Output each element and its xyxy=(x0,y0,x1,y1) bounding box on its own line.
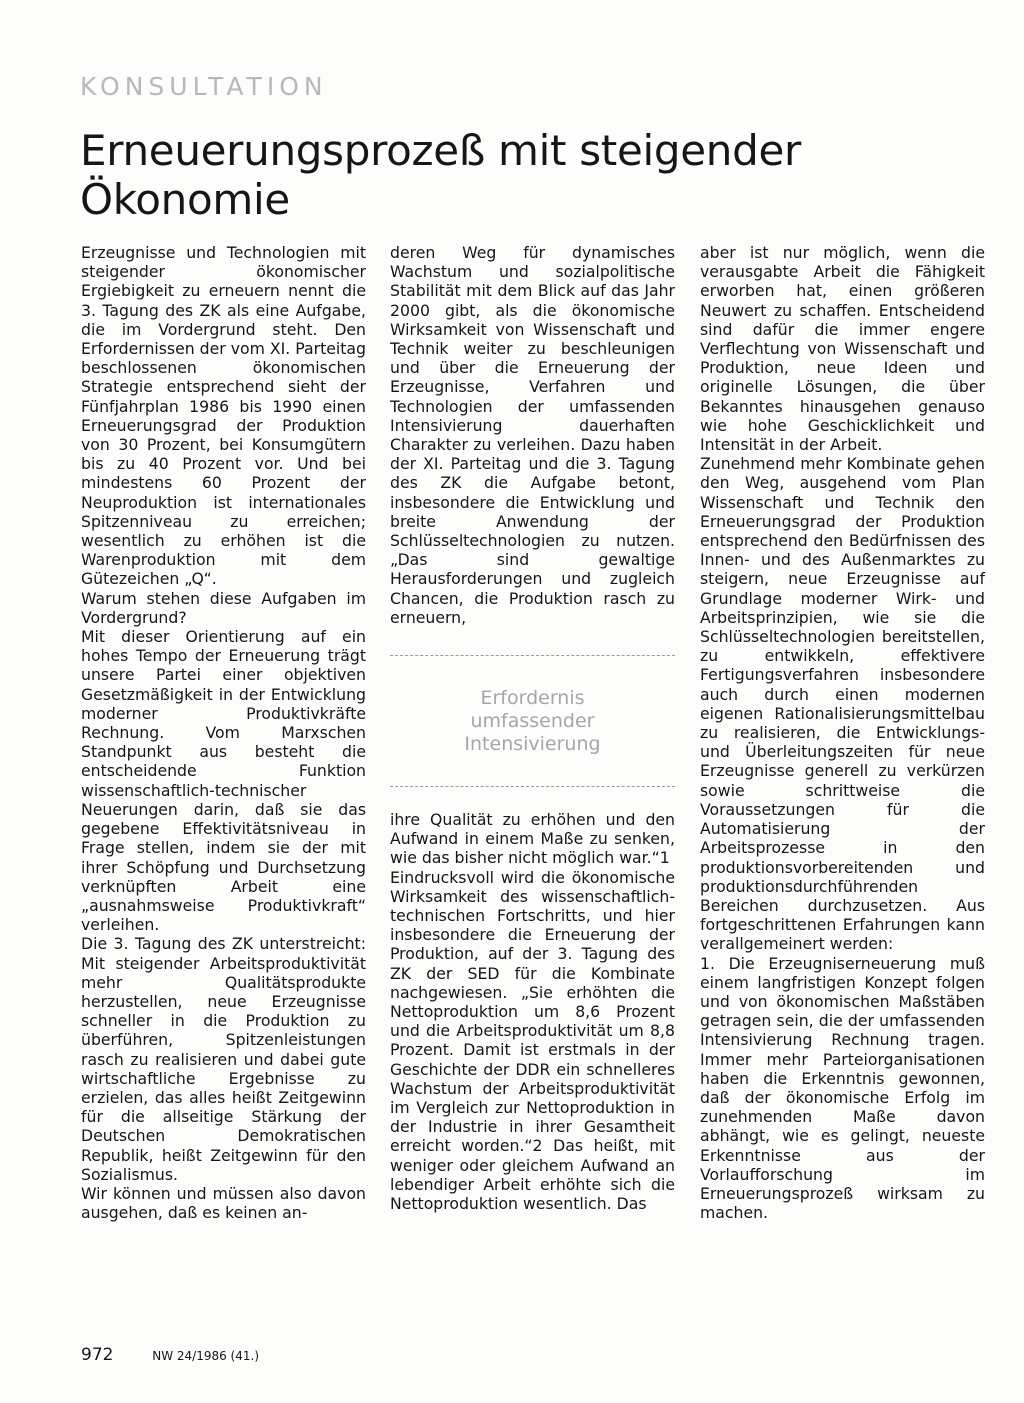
column-2-top-text: deren Weg für dynamisches Wachstum und sozialpolitische Stabilität mit dem Blick auf das Jahr 2000 gibt, als die ökonomische Wirksamkeit von Wissenschaft und Technik weiter zu beschleunigen und über die Erneuerung der Erzeugnisse, Verfahren und Technologien der umfassenden Intensivierung dauerhaften Charakter zu verleihen. Dazu haben der XI. Parteitag und die 3. Tagung des ZK die Aufgabe betont, insbesondere die Entwicklung und breite Anwendung der Schlüsseltechnologien zu nutzen. „Das sind gewaltige Herausforderungen und zugleich Chancen, die Produktion rasch zu erneuern, xyxy=(390,243,675,627)
issue-reference: NW 24/1986 (41.) xyxy=(152,1349,260,1363)
article-column-3 xyxy=(700,243,985,1222)
article-column-1 xyxy=(81,243,366,1222)
column-3-text: aber ist nur möglich, wenn die verausgabte Arbeit die Fähigkeit erworben hat, einen größeren Neuwert zu schaffen. Entscheidend sind dafür die immer engere Verflechtung von Wissenschaft und Produktion, neue Ideen und originelle Lösungen, die über Bekanntes hinausgehen genauso wie hohe Geschicklichkeit und Intensität in der Arbeit. Zunehmend mehr Kombinate gehen den Weg, ausgehend vom Plan Wissenschaft und Technik den Erneuerungsgrad der Produktion entsprechend den Bedürfnissen des Innen- und des Außenmarktes zu steigern, neue Erzeugnisse auf Grundlage moderner Wirk- und Arbeitsprinzipien, wie sie die Schlüsseltechnologien bereitstellen, zu entwikkeln, effektivere Fertigungsverfahren insbesondere auch durch einen modernen eigenen Rationalisierungsmittelbau zu realisieren, die Entwicklungs- und Überleitungszeiten für neue Erzeugnisse generell zu verkürzen sowie schrittweise die Voraussetzungen für die Automatisierung der Arbeitsprozesse in den produktionsvorbereitenden und produktionsdurchführenden Bereichen durchzusetzen. Aus fortgeschrittenen Erfahrungen kann verallgemeinert werden: 1. Die Erzeugniserneuerung muß einem langfristigen Konzept folgen und von ökonomischen Maßstäben getragen sein, die der umfassenden Intensivierung Rechnung tragen. Immer mehr Parteiorganisationen haben die Erkenntnis gewonnen, daß der ökonomische Erfolg im zunehmenden Maße davon abhängt, wie es gelingt, neueste Erkenntnisse aus der Vorlaufforschung im Erneuerungsprozeß wirksam zu machen. xyxy=(700,243,985,1223)
column-1-text: Erzeugnisse und Technologien mit steigender ökonomischer Ergiebigkeit zu erneuern nennt die 3. Tagung des ZK als eine Aufgabe, die im Vordergrund steht. Den Erfordernissen der vom XI. Parteitag beschlossenen ökonomischen Strategie entsprechend sieht der Fünfjahrplan 1986 bis 1990 einen Erneuerungsgrad der Produktion von 30 Prozent, bei Konsumgütern bis zu 40 Prozent vor. Und bei mindestens 60 Prozent der Neuproduktion ist internationales Spitzenniveau zu erreichen; wesentlich zu erhöhen ist die Warenproduktion mit dem Gütezeichen „Q“. Warum stehen diese Aufgaben im Vordergrund? Mit dieser Orientierung auf ein hohes Tempo der Erneuerung trägt unsere Partei einer objektiven Gesetzmäßigkeit in der Entwicklung moderner Produktivkräfte Rechnung. Vom Marxschen Standpunkt aus besteht die entscheidende Funktion wissenschaftlich-technischer Neuerungen darin, daß sie das gegebene Effektivitätsniveau in Frage stellen, indem sie der mit ihrer Schöpfung und Durchsetzung verknüpften Arbeit eine „ausnahmsweise Produktivkraft“ verleihen. Die 3. Tagung des ZK unterstreicht: Mit steigender Arbeitsproduktivität mehr Qualitätsprodukte herzustellen, neue Erzeugnisse schneller in die Produktion zu überführen, Spitzenleistungen rasch zu realisieren und dabei gute wirtschaftliche Ergebnisse zu erzielen, das alles heißt Zeitgewinn für die allseitige Stärkung der Deutschen Demokratischen Republik, heißt Zeitgewinn für den Sozialismus. Wir können und müssen also davon ausgehen, daß es keinen an- xyxy=(81,243,366,1223)
pull-quote-line: Intensivierung xyxy=(464,732,601,755)
pull-quote xyxy=(390,655,675,787)
column-2-bottom-text: ihre Qualität zu erhöhen und den Aufwand in einem Maße zu senken, wie das bisher nicht möglich war.“1 Eindrucksvoll wird die ökonomische Wirksamkeit des wissenschaftlich-technischen Fortschritts, und hier insbesondere die Erneuerung der Produktion, auf der 3. Tagung des ZK der SED für die Kombinate nachgewiesen. „Sie erhöhten die Nettoproduktion um 8,6 Prozent und die Arbeitsproduktivität um 8,8 Prozent. Damit ist erstmals in der Geschichte der DDR ein schnelleres Wachstum der Arbeitsproduktivität im Vergleich zur Nettoproduktion in der Industrie in ihrer Gesamtheit erreicht worden.“2 Das heißt, mit weniger oder gleichem Aufwand an lebendiger Arbeit erhöhte sich die Nettoproduktion wesentlich. Das xyxy=(390,810,675,1214)
pull-quote-line: umfassender xyxy=(470,709,595,732)
pull-quote-line: Erfordernis xyxy=(480,686,585,709)
article-column-2-top xyxy=(390,243,675,627)
section-kicker: KONSULTATION xyxy=(80,72,328,101)
page-footer xyxy=(81,1345,259,1365)
article-column-2-bottom xyxy=(390,810,675,1213)
page-number: 972 xyxy=(81,1345,114,1365)
article-headline: Erneuerungsprozeß mit steigender Ökonomie xyxy=(80,126,801,224)
